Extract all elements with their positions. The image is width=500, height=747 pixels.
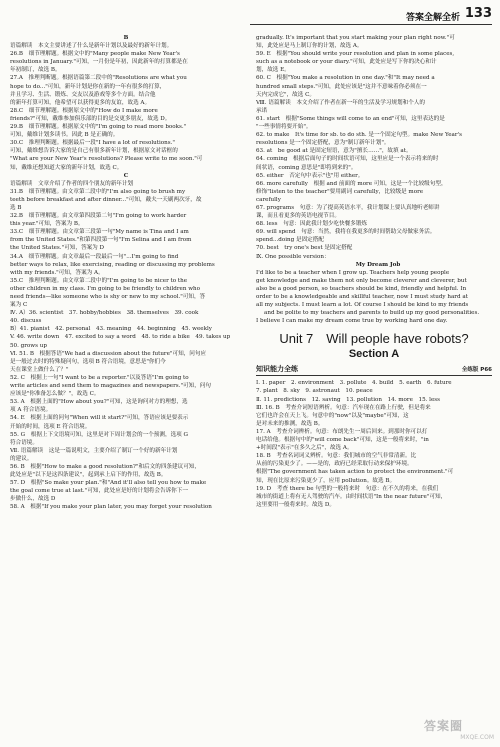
- text-line: carefully: [256, 196, 281, 203]
- text-line: 65. either 否定句中表示"也"用 either。: [256, 172, 364, 179]
- text-line: 语篇解读 本文主要讲述了什么是新年计划以及最好的新年计划。: [10, 43, 173, 50]
- text-line: 的新年打算可知，他希望可以获得更多的友谊，故选 A。: [10, 99, 151, 106]
- right-column: [256, 34, 492, 509]
- text-line: Ⅰ. 1. paper 2. environment 3. pollute 4. build 5. earth 6. future: [256, 380, 452, 387]
- text-line: such as a notebook or your diary."可知，此处应是写下你的决心和计: [256, 59, 437, 66]
- text-line: order to be a knowledgeable and skillful teacher, now I must study hard at: [256, 294, 468, 300]
- text-line: 案为 C: [10, 302, 28, 309]
- text-line: 并且学习、生活、锻炼、交友以及游戏等多个方面。结合他: [10, 91, 156, 98]
- text-line: write articles and send them to magazines and newspapers."可知，问句: [10, 383, 211, 390]
- text-line: 根据"The government has taken action to protect the environment."可: [256, 469, 454, 476]
- text-line: 70. best try one's best 是固定搭配: [256, 245, 353, 252]
- text-line: 19. D 考查 there be 句型的一般将来时 句意：在不久的将来，在我们: [256, 485, 439, 492]
- text-line: 58. A 根据"If you make your plan later, you may forget your resolution: [10, 504, 212, 511]
- text-line: 语篇解读 文章介绍了作者的四个朋友的新年计划: [10, 180, 134, 187]
- bar-label: 知识能力全练: [256, 365, 298, 374]
- text-line: 31.B 细节理解题。由文章第二段中的"I'm also going to brush my: [10, 188, 186, 195]
- text-line: 33.C 细节理解题。由文章第三段第一句"My name is Tina and I am: [10, 229, 189, 236]
- text-line: resolutions in January."可知，一月份是年初，因此新年的打算都是在: [10, 59, 188, 66]
- text-line: 68. less 句意：因此我计划少吃快餐多锻炼: [256, 221, 368, 228]
- text-line: 电话给他。根据句中的"will come back"可知，这是一般将来时，"in: [256, 437, 429, 444]
- text-line: 59. E 根据"You should write your resolution and plan in some places,: [256, 51, 455, 58]
- text-line: 天内完成它"，故选 C。: [256, 91, 315, 98]
- text-line: 50. grows up: [10, 342, 47, 349]
- text-line: 这里要用一般将来时。故选 D。: [256, 501, 335, 508]
- text-line: this year."可知，答案为 B。: [10, 221, 84, 228]
- text-line: 选 B: [10, 204, 22, 211]
- text-line: 28.C 细节理解题。根据原文中的"How do I make more: [10, 107, 158, 114]
- text-line: Ⅶ. 语篇解读 这是一篇说明文，主要介绍了制订一个好的新年计划: [10, 447, 178, 454]
- text-line: 62. to make It's time for sb. to do sth. 是一个固定句型。make New Year's: [256, 132, 462, 139]
- text-line: I believe I can make my dream come true by working hard one day.: [256, 318, 448, 325]
- text-line: Ⅳ. A）36. scientist 37. hobby/hobbies 38. themselves 39. cook: [10, 310, 199, 317]
- text-line: 知，此处应是马上制订你的计划，故选 A。: [256, 43, 363, 50]
- watermark-text: 答案圈: [424, 719, 464, 733]
- bar-page-ref: 全练版 P66: [461, 367, 492, 374]
- text-line: 27.A 推理判断题。根据语篇第二段中的"Resolutions are what you: [10, 75, 187, 82]
- text-line: 知，戴维还想知道大家的新年计划，故选 C。: [10, 164, 123, 171]
- text-line: resolutions 是一个固定搭配，意为"制订新年计划"。: [256, 140, 390, 147]
- right-column-bottom: [256, 379, 492, 509]
- right-column-top: [256, 34, 492, 325]
- text-line: 55. G 根据上下文语境可知，这里是对下周计划会的一个预测，选项 G: [10, 431, 189, 438]
- text-line: V. 46. write down 47. excited to say a word 48. to ride a bike 49. takes up: [10, 334, 231, 341]
- text-line: 符合语境。: [10, 439, 38, 446]
- text-line: teeth before breakfast and after dinner..."可知，戴夫一天刷两次牙，故: [10, 196, 202, 203]
- book-title: 答案全解全析: [405, 13, 460, 23]
- text-line: also be a good person, so teachers should be kind, friendly and helpful. In: [256, 285, 467, 292]
- text-line: hundred small steps."可知，此处应该是"这并不意味着你必须在一: [256, 83, 427, 90]
- text-line: 划，故选 E。: [256, 67, 290, 74]
- text-line: Ⅸ. One possible version：: [256, 253, 330, 260]
- text-line: 的建议。: [10, 455, 33, 462]
- text-line: 18. B 考查名词词义辨析。句意：我们城市的空气非常清新。比: [256, 453, 417, 460]
- text-line: 可知，戴维想告诉大家的是自己有很多新年计划，根据原文对话框的: [10, 148, 178, 155]
- text-line: spend...doing 是固定搭配: [256, 237, 324, 244]
- text-line: 52. C 根据上一句"I want to be a reporter."以及答语"I'm going to: [10, 374, 189, 381]
- text-line: 它们也许会在天上飞。句意中的"now"以及"maybe"可知，这: [256, 412, 409, 419]
- text-line: 32.B 细节理解题。由文章第四段第二句"I'm going to work harder: [10, 213, 187, 220]
- text-line: Ⅷ. 语篇解读 本文介绍了作者在新一年的生活及学习规划和个人的: [256, 99, 425, 106]
- text-line: 67. programs 句意：为了提高英语水平，我计划课上要认真地听老师讲: [256, 204, 440, 211]
- left-column: [10, 34, 242, 512]
- text-line: 修饰"listen to the teacher"要用副词 carefully，比较级是 more: [256, 188, 424, 195]
- text-line: 此处应是"以下是这四条建议"，起到承上启下的作用，故选 B。: [10, 472, 167, 479]
- section-title: Section A: [348, 348, 400, 361]
- text-line: Ⅵ. 51. B 根据答语"We had a discussion about the future"可知，问句应: [10, 350, 207, 357]
- text-line: B）41. pianist 42. personal 43. meaning 44. beginning 45. weekly: [10, 326, 212, 333]
- text-line: +时间段"表示"在多久之后"，故选 A。: [256, 445, 353, 452]
- text-line: 53. A 根据上面的"How about you?"可知，这是询问对方的理想，选: [10, 399, 188, 406]
- text-line: need friends—like someone who is shy or new to my school."可知，答: [10, 294, 206, 300]
- text-line: 是对未来的推测，故选 B。: [256, 420, 324, 427]
- watermark-url: MXQE.COM: [460, 734, 494, 741]
- text-line: better ways to relax, like exercising, reading or discussing my problems: [10, 261, 215, 268]
- text-line: friends?"可知，戴维参加俱乐部的目的是交更多朋友，故选 D。: [10, 115, 171, 122]
- text-line: 步做什么，故选 D: [10, 496, 56, 503]
- text-line: 69. will spend 句意：当然，我将在我更多的时间帮助父母做家务活。: [256, 229, 436, 236]
- text-line: "一些事情将要开始"。: [256, 124, 312, 131]
- text-line: 56. B 根据"How to make a good resolution?"和后文的四条建议可知，: [10, 463, 200, 470]
- text-line: hope to do..."可知，新年计划是你在新的一年有很多的打算，: [10, 83, 166, 90]
- text-line: I'd like to be a teacher when I grow up. Teachers help young people: [256, 269, 450, 276]
- text-line: all my subjects. I must learn a lot. Of course I should be kind to my friends: [256, 302, 469, 309]
- text-line: 可知，戴维计划多读书。因此 B 是正确的。: [10, 132, 119, 139]
- text-line: 30.C 推理判断题。根据最后一段"I have a lot of resolutions.": [10, 140, 175, 147]
- text-line: 年初制订，故选 B。: [10, 67, 61, 74]
- text-line: 64. coming 根据后面句子的时间状语可知，这里应是一个表示将来的时: [256, 156, 439, 163]
- text-line: B: [123, 35, 129, 41]
- text-line: C: [123, 172, 129, 179]
- text-line: Ⅲ. 16. B 考查介词短语辨析。句意：汽车现在在路上行驶，但是将来: [256, 404, 431, 411]
- text-line: 知，现在比原来污染更少了，应用 pollution。故选 B。: [256, 477, 396, 484]
- text-line: other children in my class. I'm going to be friendly to children who: [10, 285, 200, 292]
- text-line: 57. D 根据"So make your plan."和"And it'll also tell you how to make: [10, 480, 207, 487]
- text-line: 项 A 符合语境。: [10, 407, 52, 414]
- text-line: 29.B 细节理解题。根据原文中的"I'm going to read more books.": [10, 124, 187, 131]
- text-line: "What are your New Year's resolutions? Please write to me soon."可: [10, 156, 203, 163]
- section-bar: [256, 365, 492, 376]
- text-line: 63. at be good at 是固定短语，意为"擅长……"，故填 at。: [256, 148, 412, 155]
- text-line: 17. A 考查介词辨析。句意：布朗先生一周后回来。到那时你可以打: [256, 428, 428, 435]
- text-line: 城市的街道上将有无人驾驶的汽车。由时间状语"In the near future"可知，: [256, 493, 447, 500]
- text-line: 天在课堂上做什么了？": [10, 366, 69, 373]
- text-line: Ⅱ. 11. predictions 12. saving 13. pollution 14. more 15. less: [256, 396, 441, 403]
- text-line: 54. E 根据上面的问句"When will it start?"可知，答语应该是要表示: [10, 415, 189, 422]
- text-line: 34.A 细节理解题。由文章最后一段最后一句"...I'm going to find: [10, 253, 179, 260]
- watermark-logo: [424, 717, 494, 739]
- text-line: 26.B 细节理解题。根据文中的"Many people make New Year's: [10, 51, 180, 58]
- text-line: 开始的时间，选项 E 符合语境。: [10, 423, 91, 430]
- text-line: with my friends."可知，答案为 A。: [10, 269, 104, 276]
- text-line: 66. more carefully 根据 and 前面的 more 可知，这是一个比较级句型，: [256, 180, 447, 187]
- text-line: 7. plant 8. sky 9. astronaut 10. peace: [256, 388, 373, 395]
- unit-title: Unit 7 Will people have robots?: [279, 331, 469, 347]
- text-line: 40. discuss: [10, 318, 42, 325]
- text-line: 承诺: [256, 107, 268, 114]
- text-line: 60. C 根据"You make a resolution in one day."和"It may need a: [256, 75, 435, 82]
- text-line: 课，而且看更多的英语电视节目。: [256, 213, 340, 220]
- page-number: 133: [464, 6, 492, 21]
- text-line: 是一般过去时的特殊疑问句，选项 B 符合语境，意思是"你们今: [10, 358, 166, 365]
- text-line: My Dream Job: [355, 261, 401, 268]
- text-line: 35.C 推理判断题。由文章第二段中的"I'm going to be nicer to the: [10, 277, 188, 284]
- text-line: get knowledge and make them not only become cleverer and cleverer, but: [256, 277, 467, 284]
- text-line: 61. start 根据"Some things will come to an end"可知，这里表达的是: [256, 115, 445, 122]
- text-line: and be polite to my teachers and parents to build up my good personalities.: [264, 310, 480, 317]
- text-line: the United States."可知，答案为 D: [10, 245, 104, 252]
- text-line: 应该是"你准备怎么做？"，故选 C。: [10, 391, 100, 398]
- header-rule: [250, 24, 492, 25]
- text-line: gradually. It's important that you start making your plan right now."可: [256, 35, 455, 41]
- text-line: the goal come true at last."可知，此处应是好的计划将会告诉你下一: [10, 488, 188, 495]
- text-line: 从前的污染更少了。——是的，政府已经采取行动来保护环境。: [256, 461, 413, 468]
- text-line: from the United States."和第四段第一句"I'm Selina and I am from: [10, 237, 192, 244]
- text-line: 间状语，coming 意思是"即将到来的"。: [256, 164, 357, 171]
